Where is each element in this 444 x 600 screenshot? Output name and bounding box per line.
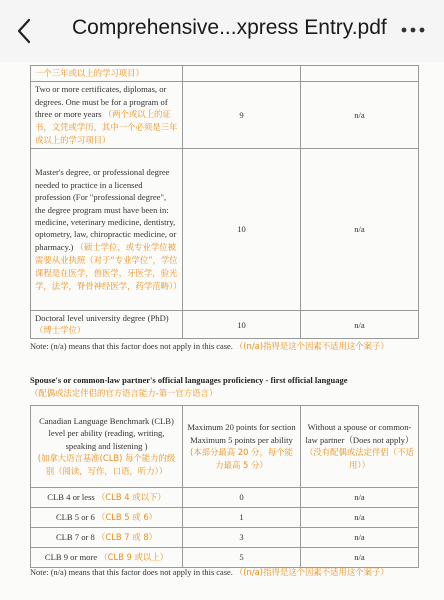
clb-cell: CLB 9 or more （CLB 9 或以上）	[31, 548, 183, 568]
table-row	[31, 66, 419, 82]
clb-cell: CLB 5 or 6 （CLB 5 或 6）	[31, 508, 183, 528]
header-cell-clb: Canadian Language Benchmark (CLB) level per ability (reading, writing, speaking and listening ) (加拿大语言基准(CLB) 每个能力的级别（阅读，写作，口语，听力））	[31, 406, 183, 488]
more-dots-icon[interactable]	[400, 26, 426, 34]
table-row	[31, 528, 419, 548]
na-cell: n/a	[301, 311, 419, 339]
header-cell-points: Maximum 20 points for section Maximum 5 points per ability (本部分最高 20 分，每个能力最高 5 分）	[183, 406, 301, 488]
document-title: Comprehensive...xpress Entry.pdf	[72, 16, 387, 39]
na-cell: n/a	[301, 528, 419, 548]
education-table	[30, 65, 419, 339]
criteria-cell: Two or more certificates, diplomas, or degrees. One must be for a program of three or more years （两个或以上的证书，文凭或学历，其中一个必须是三年或以上的学习项目）	[31, 82, 183, 149]
points-cell: 3	[183, 528, 301, 548]
na-cell: n/a	[301, 508, 419, 528]
points-cell: 5	[183, 548, 301, 568]
table-row	[31, 149, 419, 311]
na-cell: n/a	[301, 149, 419, 311]
points-cell: 10	[183, 311, 301, 339]
table-row	[31, 508, 419, 528]
na-cell: n/a	[301, 548, 419, 568]
na-cell: n/a	[301, 488, 419, 508]
chevron-left-icon[interactable]	[14, 18, 34, 44]
table-row	[31, 311, 419, 339]
table-header-row	[31, 406, 419, 488]
note-text: Note: (n/a) means that this factor does not apply in this case. （(n/a)指得是这个因素不适用这个案子）	[30, 567, 389, 577]
top-bar	[0, 0, 444, 63]
criteria-cell: Master's degree, or professional degree needed to practice in a licensed profession (For "professional degree", the degree program must have been in: medicine, veterinary medicine, dentistry, optometry, law, chiropractic medicine, or pharmacy.) （硕士学位，或专业学位被需要从业执照（对于“专业学位”，学位课程是在医学，兽医学，牙医学，验光学，法学，脊骨神经医学，药学范畴））	[31, 149, 183, 311]
table-row	[31, 488, 419, 508]
table-row	[31, 548, 419, 568]
points-cell: 1	[183, 508, 301, 528]
table-row	[31, 82, 419, 149]
criteria-cell: Doctoral level university degree (PhD) （博士学位）	[31, 311, 183, 339]
section-heading: Spouse's or common-law partner's official languages proficiency - first official language （配偶或法定伴侣的官方语言能力-第一官方语言）	[30, 375, 348, 398]
language-table	[30, 405, 419, 568]
na-cell	[301, 66, 419, 82]
pdf-page[interactable]	[0, 62, 444, 600]
clb-cell: CLB 4 or less （CLB 4 或以下）	[31, 488, 183, 508]
points-cell: 9	[183, 82, 301, 149]
criteria-cell: 一个三年或以上的学习项目）	[31, 66, 183, 82]
points-cell: 10	[183, 149, 301, 311]
header-cell-no-spouse: Without a spouse or common-law partner（Does not apply） （没有配偶或法定伴侣（不适用））	[301, 406, 419, 488]
note-text: Note: (n/a) means that this factor does not apply in this case. （(n/a)指得是这个因素不适用这个案子）	[30, 341, 389, 351]
points-cell	[183, 66, 301, 82]
clb-cell: CLB 7 or 8 （CLB 7 或 8）	[31, 528, 183, 548]
points-cell: 0	[183, 488, 301, 508]
na-cell: n/a	[301, 82, 419, 149]
